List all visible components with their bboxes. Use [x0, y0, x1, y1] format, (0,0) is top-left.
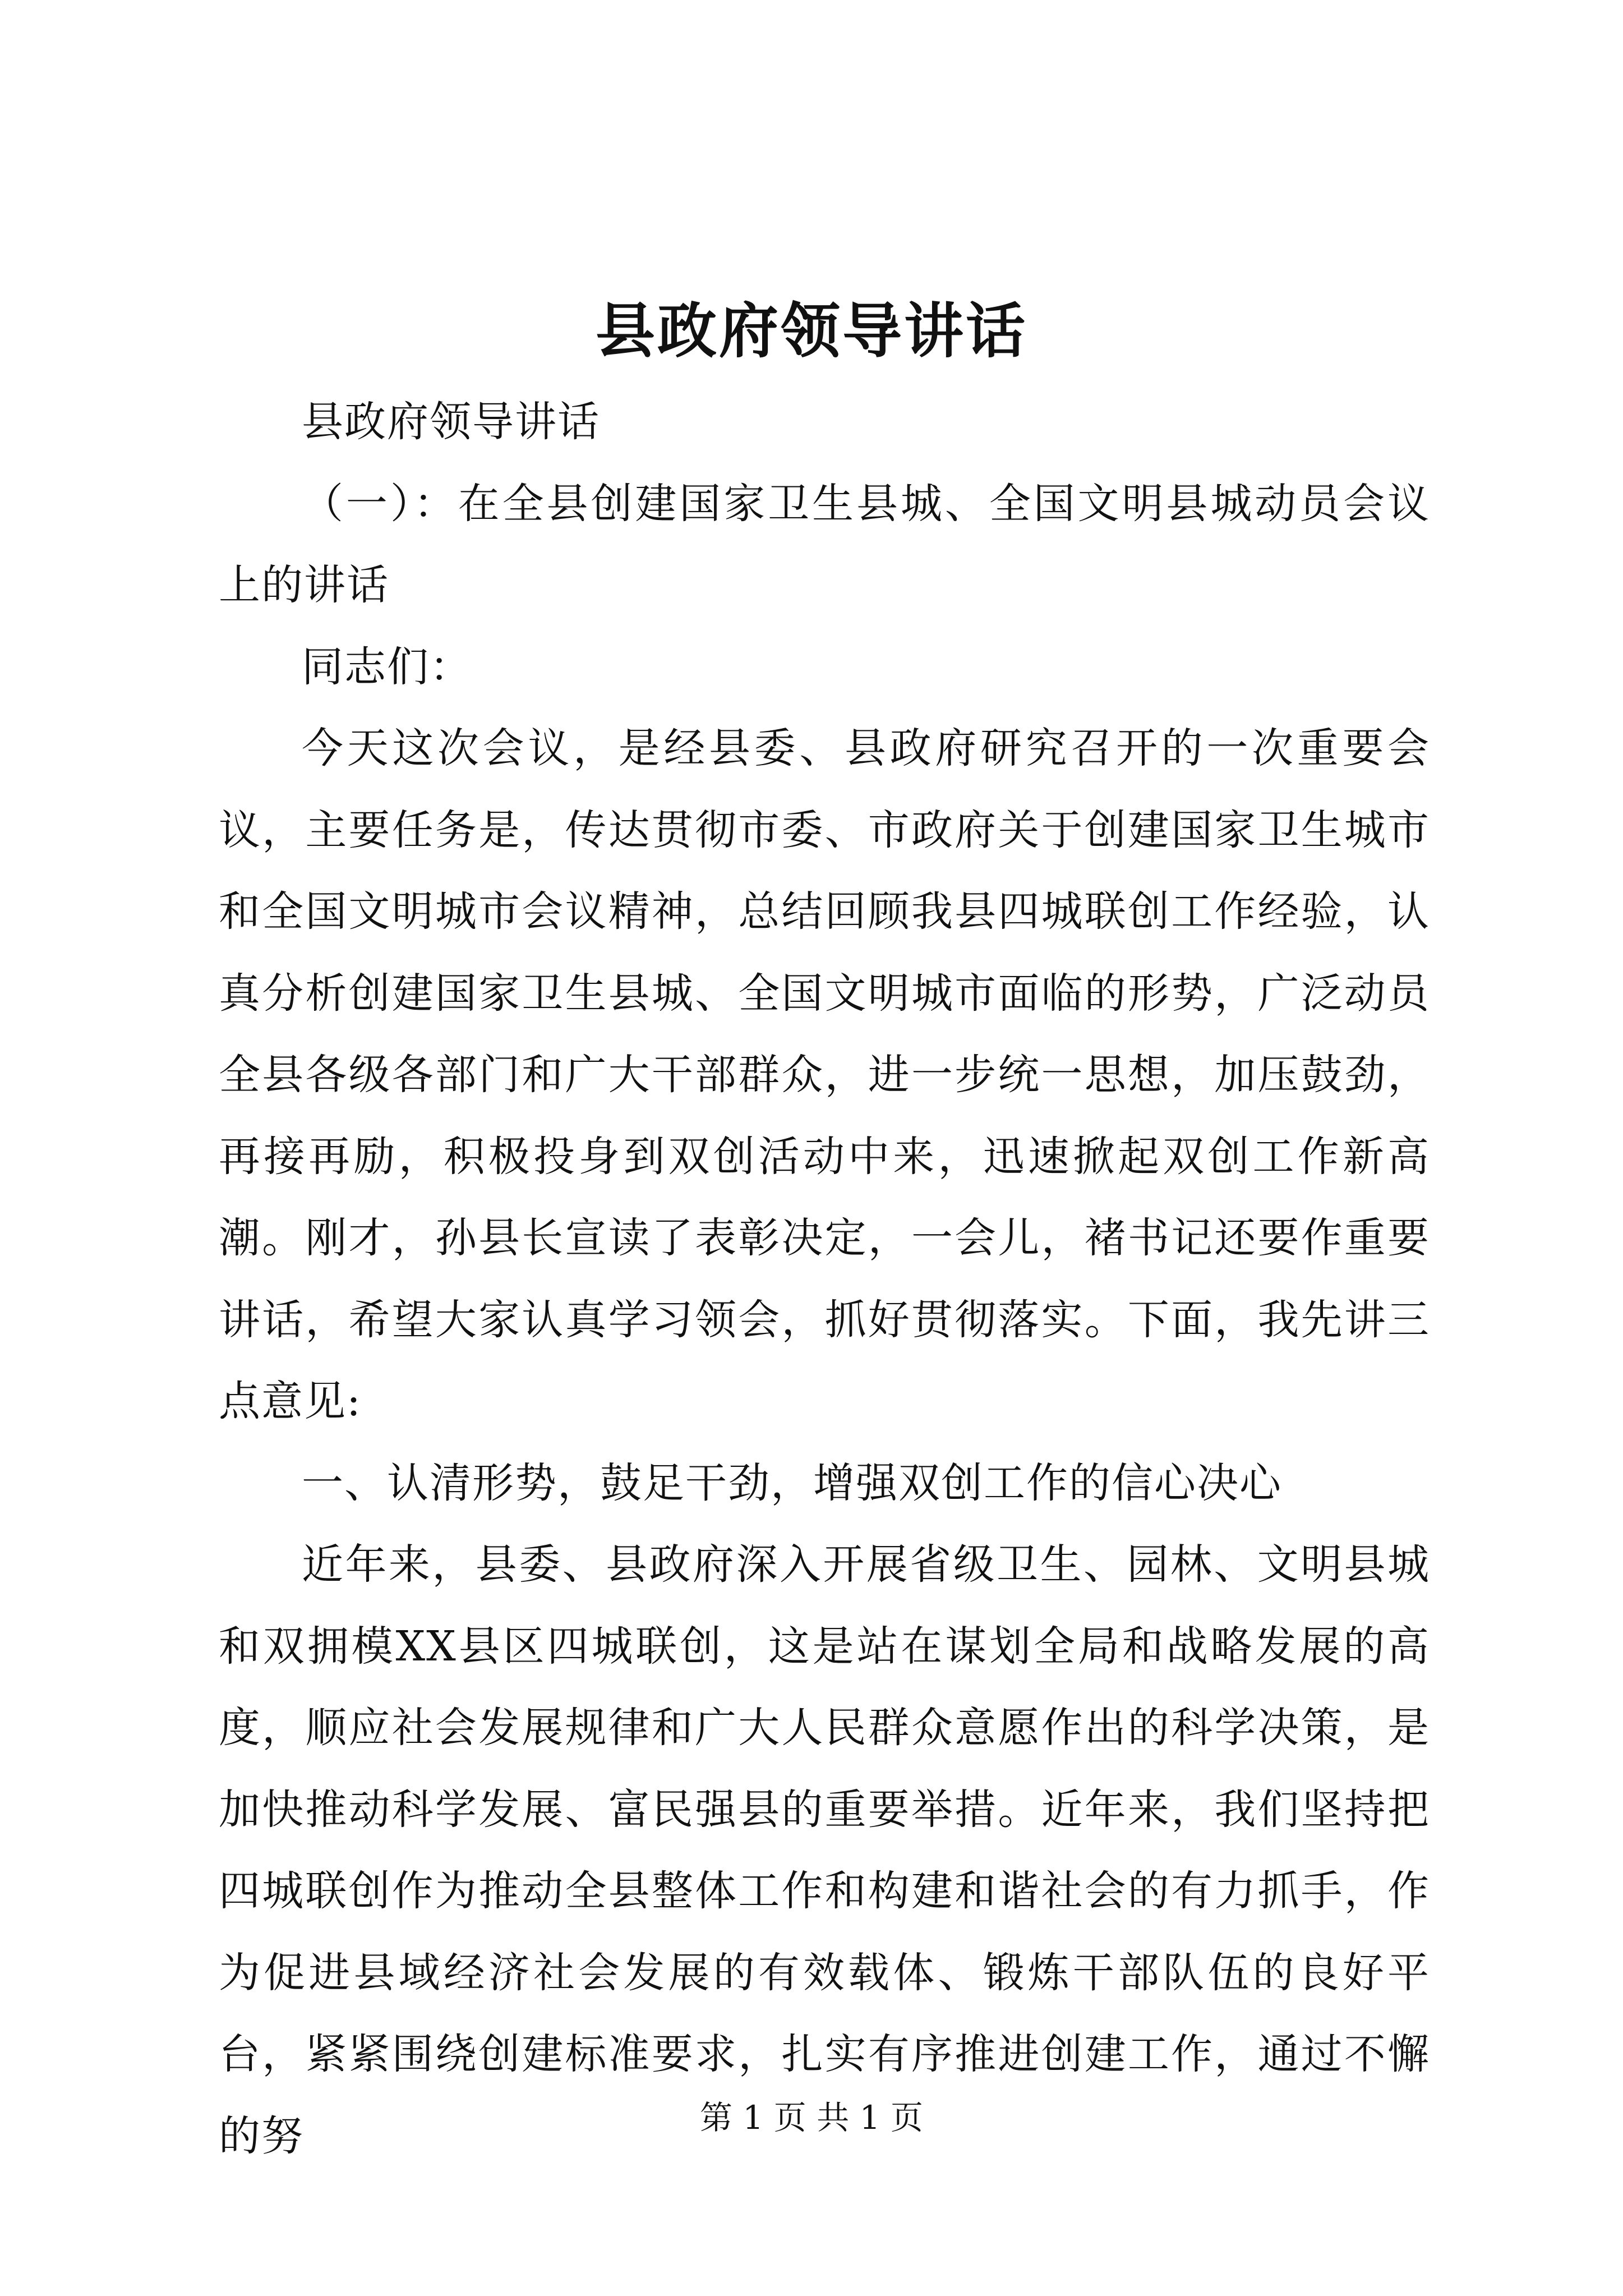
document-title: 县政府领导讲话 — [596, 296, 1027, 366]
paragraph: 一、认清形势，鼓足干劲，增强双创工作的信心决心 — [302, 1458, 1282, 1507]
paragraph: （一）：在全县创建国家卫生县城、全国文明县城动员会议上的讲话 — [219, 479, 1430, 609]
paragraph: 近年来，县委、县政府深入开展省级卫生、园林、文明县城和双拥模XX县区四城联创，这是站在谋划全局和战略发展的高度，顺应社会发展规律和广大人民群众意愿作出的科学决策，是加快推动科学发展、富民强县的重要举措。近年来，我们坚持把四城联创作为推动全县整体工作和构建和谐社会的有力抓手，作为促进县域经济社会发展的有效载体、锻炼干部队伍的良好平台，紧紧围绕创建标准要求，扎实有序推进创建工作，通过不懈的努 — [219, 1540, 1430, 2160]
paragraph: 县政府领导讲话 — [302, 398, 600, 446]
paragraph: 今天这次会议，是经县委、县政府研究召开的一次重要会议，主要任务是，传达贯彻市委、市政府关于创建国家卫生城市和全国文明城市会议精神，总结回顾我县四城联创工作经验，认真分析创建国家卫生县城、全国文明城市面临的形势，广泛动员全县各级各部门和广大干部群众，进一步统一思想，加压鼓劲，再接再励，积极投身到双创活动中来，迅速掀起双创工作新高潮。刚才，孙县长宣读了表彰决定，一会儿，褚书记还要作重要讲话，希望大家认真学习领会，抓好贯彻落实。下面，我先讲三点意见: — [219, 724, 1430, 1425]
document-body — [219, 381, 1430, 2177]
page-footer: 第 1 页 共 1 页 — [700, 2099, 923, 2137]
paragraph: 同志们： — [302, 642, 472, 691]
